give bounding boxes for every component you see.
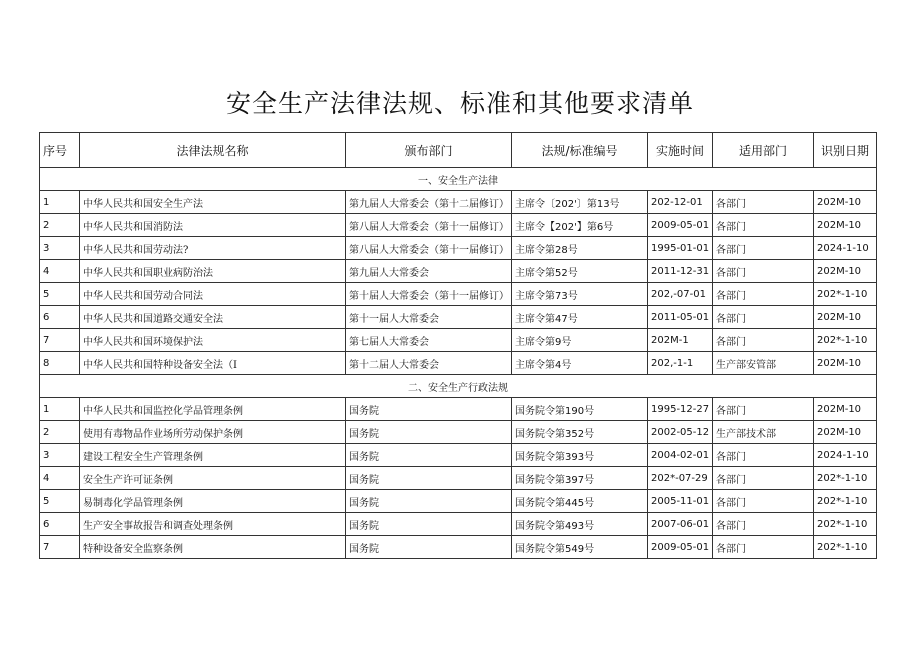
cell-identified: 202M-10	[814, 191, 877, 214]
cell-scope: 各部门	[713, 490, 814, 513]
cell-identified: 202*-1-10	[814, 513, 877, 536]
table-row	[40, 490, 877, 513]
cell-code: 主席令第52号	[512, 260, 648, 283]
page-title: 安全生产法律法规、标准和其他要求清单	[225, 89, 694, 118]
cell-name: 中华人民共和国安全生产法	[80, 191, 346, 214]
cell-identified: 202M-10	[814, 260, 877, 283]
table-row	[40, 283, 877, 306]
cell-issuer: 第八届人大常委会（第十一届修订）	[346, 237, 512, 260]
table-row	[40, 260, 877, 283]
table-row	[40, 398, 877, 421]
cell-no: 2	[40, 214, 80, 237]
cell-name: 生产安全事故报告和调查处理条例	[80, 513, 346, 536]
cell-issuer: 第八届人大常委会（第十一届修订）	[346, 214, 512, 237]
cell-no: 1	[40, 191, 80, 214]
cell-effective: 202,-07-01	[648, 283, 713, 306]
cell-code: 主席令【202'】第6号	[512, 214, 648, 237]
cell-no: 5	[40, 490, 80, 513]
cell-effective: 1995-01-01	[648, 237, 713, 260]
cell-issuer: 国务院	[346, 536, 512, 559]
cell-no: 2	[40, 421, 80, 444]
cell-identified: 202*-1-10	[814, 283, 877, 306]
header-row	[40, 133, 877, 168]
cell-scope: 各部门	[713, 283, 814, 306]
cell-issuer: 国务院	[346, 421, 512, 444]
cell-name: 中华人民共和国监控化学品管理条例	[80, 398, 346, 421]
header-no: 序号	[40, 133, 80, 168]
cell-name: 易制毒化学品管理条例	[80, 490, 346, 513]
cell-scope: 各部门	[713, 306, 814, 329]
cell-name: 安全生产许可证条例	[80, 467, 346, 490]
cell-no: 7	[40, 536, 80, 559]
cell-no: 6	[40, 306, 80, 329]
cell-no: 6	[40, 513, 80, 536]
cell-effective: 2005-11-01	[648, 490, 713, 513]
table-row	[40, 306, 877, 329]
table-row	[40, 214, 877, 237]
cell-scope: 各部门	[713, 191, 814, 214]
section-row	[40, 375, 877, 398]
cell-identified: 2024-1-10	[814, 444, 877, 467]
cell-code: 国务院令第352号	[512, 421, 648, 444]
cell-scope: 各部门	[713, 467, 814, 490]
cell-name: 中华人民共和国道路交通安全法	[80, 306, 346, 329]
cell-code: 国务院令第190号	[512, 398, 648, 421]
cell-identified: 202*-1-10	[814, 536, 877, 559]
cell-name: 中华人民共和国劳动合同法	[80, 283, 346, 306]
cell-issuer: 第十届人大常委会（第十一届修订）	[346, 283, 512, 306]
cell-scope: 各部门	[713, 214, 814, 237]
table-row	[40, 513, 877, 536]
cell-issuer: 国务院	[346, 513, 512, 536]
table-row	[40, 237, 877, 260]
cell-no: 7	[40, 329, 80, 352]
cell-scope: 各部门	[713, 444, 814, 467]
cell-no: 3	[40, 444, 80, 467]
header-name: 法律法规名称	[80, 133, 346, 168]
cell-code: 主席令第73号	[512, 283, 648, 306]
cell-issuer: 国务院	[346, 490, 512, 513]
cell-issuer: 国务院	[346, 467, 512, 490]
table-row	[40, 421, 877, 444]
table-row	[40, 444, 877, 467]
cell-effective: 2007-06-01	[648, 513, 713, 536]
cell-effective: 2009-05-01	[648, 214, 713, 237]
cell-code: 国务院令第393号	[512, 444, 648, 467]
cell-identified: 202*-1-10	[814, 490, 877, 513]
cell-identified: 202M-10	[814, 214, 877, 237]
header-issuer: 颁布部门	[346, 133, 512, 168]
cell-name: 中华人民共和国环境保护法	[80, 329, 346, 352]
cell-issuer: 国务院	[346, 398, 512, 421]
section-row	[40, 168, 877, 191]
cell-code: 国务院令第493号	[512, 513, 648, 536]
cell-effective: 2011-05-01	[648, 306, 713, 329]
regulation-table	[39, 132, 877, 559]
cell-no: 4	[40, 260, 80, 283]
cell-name: 特种设备安全监察条例	[80, 536, 346, 559]
cell-effective: 202M-1	[648, 329, 713, 352]
cell-identified: 202M-10	[814, 421, 877, 444]
cell-scope: 生产部技术部	[713, 421, 814, 444]
table-row	[40, 467, 877, 490]
table-row	[40, 329, 877, 352]
cell-name: 中华人民共和国消防法	[80, 214, 346, 237]
header-effective: 实施时间	[648, 133, 713, 168]
cell-issuer: 第七届人大常委会	[346, 329, 512, 352]
cell-code: 主席令第9号	[512, 329, 648, 352]
cell-effective: 1995-12-27	[648, 398, 713, 421]
section-title: 一、安全生产法律	[40, 168, 877, 191]
cell-name: 中华人民共和国劳动法?	[80, 237, 346, 260]
cell-scope: 各部门	[713, 513, 814, 536]
cell-effective: 202-12-01	[648, 191, 713, 214]
cell-code: 国务院令第549号	[512, 536, 648, 559]
header-code: 法规/标准编号	[512, 133, 648, 168]
cell-issuer: 第十一届人大常委会	[346, 306, 512, 329]
cell-code: 主席令第4号	[512, 352, 648, 375]
cell-code: 国务院令第397号	[512, 467, 648, 490]
cell-scope: 各部门	[713, 329, 814, 352]
cell-code: 主席令〔202'〕第13号	[512, 191, 648, 214]
table-body	[40, 168, 877, 559]
cell-no: 3	[40, 237, 80, 260]
cell-identified: 202M-10	[814, 306, 877, 329]
cell-identified: 202M-10	[814, 398, 877, 421]
cell-code: 主席令第28号	[512, 237, 648, 260]
section-title: 二、安全生产行政法规	[40, 375, 877, 398]
header-scope: 适用部门	[713, 133, 814, 168]
cell-identified: 202M-10	[814, 352, 877, 375]
cell-effective: 202,-1-1	[648, 352, 713, 375]
cell-effective: 2011-12-31	[648, 260, 713, 283]
cell-no: 1	[40, 398, 80, 421]
header-identified: 识别日期	[814, 133, 877, 168]
cell-issuer: 第九届人大常委会（第十二届修订）	[346, 191, 512, 214]
cell-identified: 202*-1-10	[814, 329, 877, 352]
cell-name: 中华人民共和国特种设备安全法（I	[80, 352, 346, 375]
cell-code: 国务院令第445号	[512, 490, 648, 513]
cell-no: 4	[40, 467, 80, 490]
cell-scope: 各部门	[713, 536, 814, 559]
cell-effective: 2004-02-01	[648, 444, 713, 467]
cell-identified: 202*-1-10	[814, 467, 877, 490]
cell-no: 8	[40, 352, 80, 375]
cell-scope: 各部门	[713, 260, 814, 283]
table-row	[40, 352, 877, 375]
cell-no: 5	[40, 283, 80, 306]
cell-identified: 2024-1-10	[814, 237, 877, 260]
cell-scope: 各部门	[713, 237, 814, 260]
table-row	[40, 191, 877, 214]
cell-scope: 各部门	[713, 398, 814, 421]
cell-name: 使用有毒物品作业场所劳动保护条例	[80, 421, 346, 444]
cell-issuer: 第九届人大常委会	[346, 260, 512, 283]
cell-effective: 2009-05-01	[648, 536, 713, 559]
cell-scope: 生产部安管部	[713, 352, 814, 375]
table-row	[40, 536, 877, 559]
cell-issuer: 第十二届人大常委会	[346, 352, 512, 375]
cell-code: 主席令第47号	[512, 306, 648, 329]
cell-effective: 2002-05-12	[648, 421, 713, 444]
cell-effective: 202*-07-29	[648, 467, 713, 490]
cell-name: 中华人民共和国职业病防治法	[80, 260, 346, 283]
cell-issuer: 国务院	[346, 444, 512, 467]
cell-name: 建设工程安全生产管理条例	[80, 444, 346, 467]
